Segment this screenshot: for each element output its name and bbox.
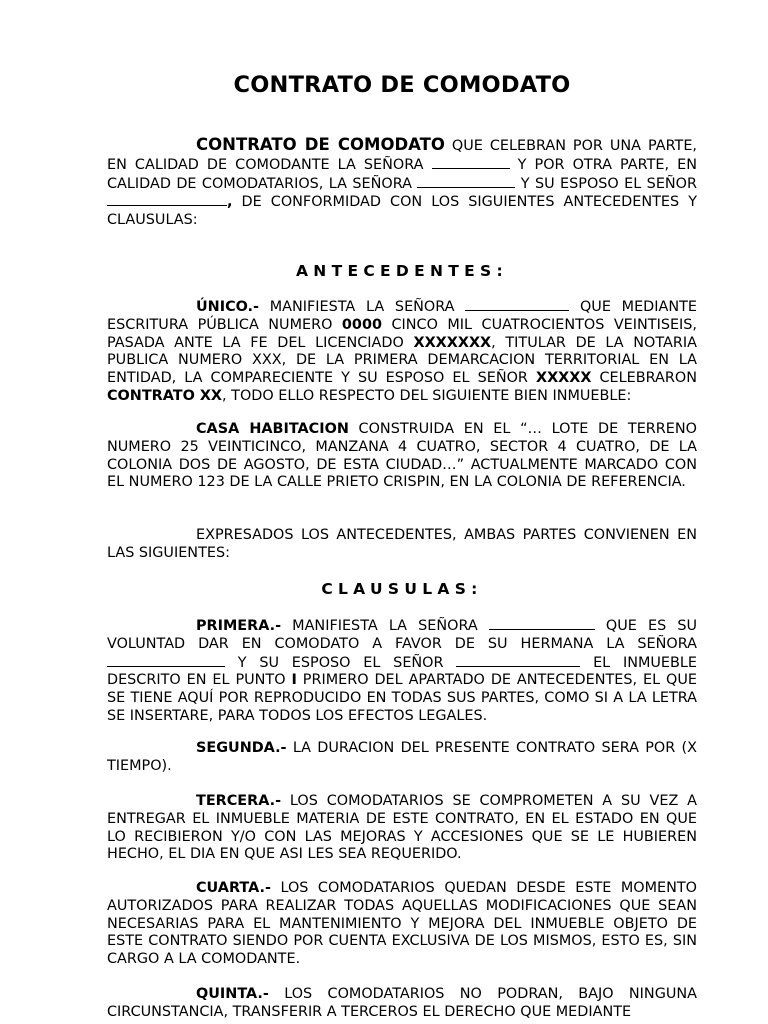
cuarta-label: CUARTA.- (196, 880, 271, 896)
unico-text-3: CINCO MIL CUATROCIENTOS VEINTISEIS, PASADA ANTE LA FE DEL LICENCIADO (107, 316, 697, 351)
blank-field (432, 156, 510, 169)
unico-text-1: MANIFIESTA LA SEÑORA (259, 299, 466, 315)
blank-field (417, 175, 515, 188)
blank-field (465, 298, 569, 311)
escritura-number: 0000 (341, 316, 382, 333)
unico-paragraph (107, 298, 697, 406)
intro-text-4: DE CONFORMIDAD CON LOS SIGUIENTES ANTECEDENTES Y CLAUSULAS: (107, 194, 697, 229)
unico-label: ÚNICO.- (196, 299, 260, 315)
expresados-text: EXPRESADOS LOS ANTECEDENTES, AMBAS PARTES CONVIENEN EN LAS SIGUIENTES: (107, 527, 697, 561)
document-title: CONTRATO DE COMODATO (233, 72, 571, 98)
primera-text-2: QUE ES SU VOLUNTAD DAR EN COMODATO A FAVOR DE SU HERMANA LA SEÑORA (107, 618, 697, 652)
cuarta-text: LOS COMODATARIOS QUEDAN DESDE ESTE MOMENTO AUTORIZADOS PARA REALIZAR TODAS AQUELLAS MODIFICACIONES QUE SEAN NECESARIAS PARA EL MANTENIMIENTO Y MEJORA DEL INMUEBLE OBJETO DE ESTE CONTRATO SIENDO POR CUENTA EXCLUSIVA DE LOS MISMOS, ESTO ES, SIN CARGO A LA COMODANTE. (107, 880, 697, 968)
clausula-cuarta (107, 880, 697, 969)
quinta-text: LOS COMODATARIOS NO PODRAN, BAJO NINGUNA CIRCUNSTANCIA, TRANSFERIR A TERCEROS EL DERECHO QUE MEDIANTE (107, 986, 697, 1020)
segunda-text: LA DURACION DEL PRESENTE CONTRATO SERA POR (X TIEMPO). (107, 740, 697, 774)
unico-text-2: QUE MEDIANTE ESCRITURA PÚBLICA NUMERO (107, 299, 697, 333)
primera-label: PRIMERA.- (196, 618, 282, 634)
casa-label: CASA HABITACION (196, 421, 349, 437)
blank-field (107, 654, 225, 667)
blank-field (456, 654, 580, 667)
primera-text-5: PRIMERO DEL APARTADO DE ANTECEDENTES, EL QUE SE TIENE AQUÍ POR REPRODUCIDO EN TODAS SUS PARTES, COMO SI A LA LETRA SE INSERTARE, PARA TODOS LOS EFECTOS LEGALES. (107, 672, 697, 724)
clausula-tercera (107, 793, 697, 864)
unico-text-6: , TODO ELLO RESPECTO DEL SIGUIENTE BIEN INMUEBLE: (222, 387, 632, 404)
clausula-segunda (107, 740, 697, 776)
segunda-label: SEGUNDA.- (196, 740, 287, 756)
intro-text-1: QUE CELEBRAN POR UNA PARTE, EN CALIDAD DE COMODANTE LA SEÑORA (107, 138, 697, 173)
intro-text-3: Y SU ESPOSO EL SEÑOR (515, 175, 697, 192)
intro-text-2: Y POR OTRA PARTE, EN CALIDAD DE COMODATARIOS, LA SEÑORA (107, 156, 697, 192)
intro-paragraph (107, 136, 697, 230)
antecedentes-heading: ANTECEDENTES: (296, 262, 508, 280)
blank-field (489, 617, 595, 630)
esposo-name: XXXXX (535, 370, 592, 387)
blank-field (107, 193, 227, 206)
intro-contract-name: CONTRATO DE COMODATO (196, 135, 445, 154)
primera-text-4: EL INMUEBLE DESCRITO EN EL PUNTO (107, 654, 697, 689)
clausulas-heading: CLAUSULAS: (321, 580, 483, 598)
tercera-label: TERCERA.- (196, 793, 282, 809)
casa-text: CONSTRUIDA EN EL “… LOTE DE TERRENO NUMERO 25 VEINTICINCO, MANZANA 4 CUATRO, SECTOR 4 CUATRO, DE LA COLONIA DOS DE AGOSTO, DE ESTA CIUDAD…” ACTUALMENTE MARCADO CON EL NUMERO 123 DE LA CALLE PRIETO CRISPIN, EN LA COLONIA DE REFERENCIA. (107, 421, 697, 491)
unico-text-4: , TITULAR DE LA NOTARIA PUBLICA NUMERO XXX, DE LA PRIMERA DEMARCACION TERRITORIAL EN LA ENTIDAD, LA COMPARECIENTE Y SU ESPOSO EL SEÑOR (107, 334, 697, 387)
intro-comma: , (227, 194, 233, 211)
unico-text-5: CELEBRARON (591, 370, 697, 387)
licenciado-name: XXXXXXX (413, 334, 492, 351)
quinta-label: QUINTA.- (196, 986, 269, 1002)
punto-number: I (291, 672, 297, 689)
tercera-text: LOS COMODATARIOS SE COMPROMETEN A SU VEZ A ENTREGAR EL INMUEBLE MATERIA DE ESTE CONTRATO, EN EL ESTADO EN QUE LO RECIBIERON Y/O CON LAS MEJORAS Y ACCESIONES QUE SE LE HUBIEREN HECHO, EL DIA EN QUE ASI LES SEA REQUERIDO. (107, 793, 697, 863)
casa-paragraph (107, 421, 697, 492)
primera-text-3: Y SU ESPOSO EL SEÑOR (225, 654, 457, 671)
primera-text-1: MANIFIESTA LA SEÑORA (281, 618, 489, 634)
expresados-paragraph (107, 527, 697, 563)
contrato-ref: CONTRATO XX (107, 387, 223, 404)
clausula-primera (107, 617, 697, 726)
clausula-quinta (107, 986, 697, 1022)
